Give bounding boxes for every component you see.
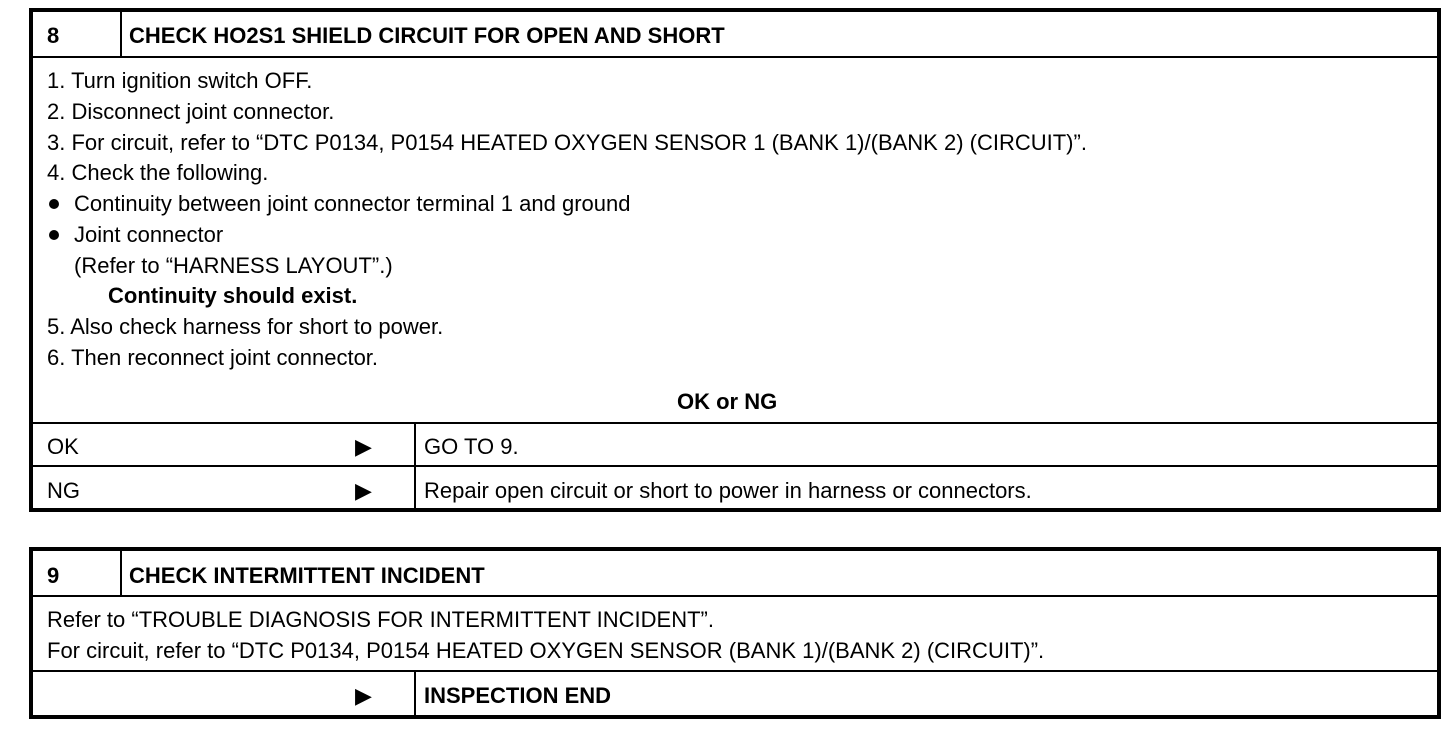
bullet-icon	[49, 199, 59, 209]
body-line-1: Refer to “TROUBLE DIAGNOSIS FOR INTERMITTENT INCIDENT”.	[47, 607, 714, 632]
step-8-title: CHECK HO2S1 SHIELD CIRCUIT FOR OPEN AND SHORT	[129, 23, 725, 48]
instruction-5: 5. Also check harness for short to power.	[47, 314, 444, 339]
header-rule	[33, 56, 1437, 58]
step-9-table	[29, 547, 1441, 719]
result-rule	[33, 670, 1437, 672]
result-column-divider	[414, 422, 416, 508]
header-rule	[33, 595, 1437, 597]
row-divider	[33, 465, 1437, 467]
result-label-ng: NG	[47, 478, 80, 503]
arrow-right-icon: ▶	[355, 478, 372, 503]
result-rule	[33, 422, 1437, 424]
check-item-continuity: Continuity between joint connector terminal 1 and ground	[74, 191, 631, 216]
check-item-joint-connector: Joint connector	[74, 222, 224, 247]
result-action-ng: Repair open circuit or short to power in harness or connectors.	[424, 478, 1032, 503]
instruction-1: 1. Turn ignition switch OFF.	[47, 68, 313, 93]
step-9-number: 9	[47, 563, 60, 588]
result-label-ok: OK	[47, 434, 79, 459]
instruction-4: 4. Check the following.	[47, 160, 269, 185]
instruction-2: 2. Disconnect joint connector.	[47, 99, 335, 124]
result-heading: OK or NG	[677, 389, 778, 414]
result-column-divider	[414, 670, 416, 715]
harness-layout-reference: (Refer to “HARNESS LAYOUT”.)	[74, 253, 393, 278]
bullet-icon	[49, 230, 59, 240]
step-8-table	[29, 8, 1441, 512]
arrow-right-icon: ▶	[355, 434, 372, 459]
step-8-number: 8	[47, 23, 60, 48]
instruction-6: 6. Then reconnect joint connector.	[47, 345, 379, 370]
inspection-end: INSPECTION END	[424, 683, 612, 708]
step-9-title: CHECK INTERMITTENT INCIDENT	[129, 563, 485, 588]
header-divider	[120, 12, 122, 56]
arrow-right-icon: ▶	[355, 683, 372, 708]
expected-result: Continuity should exist.	[108, 283, 358, 308]
header-divider	[120, 551, 122, 595]
body-line-2: For circuit, refer to “DTC P0134, P0154 HEATED OXYGEN SENSOR (BANK 1)/(BANK 2) (CIRCUIT)”.	[47, 638, 1045, 663]
instruction-3: 3. For circuit, refer to “DTC P0134, P0154 HEATED OXYGEN SENSOR 1 (BANK 1)/(BANK 2) (CIRCUIT)”.	[47, 130, 1087, 155]
result-action-ok: GO TO 9.	[424, 434, 519, 459]
